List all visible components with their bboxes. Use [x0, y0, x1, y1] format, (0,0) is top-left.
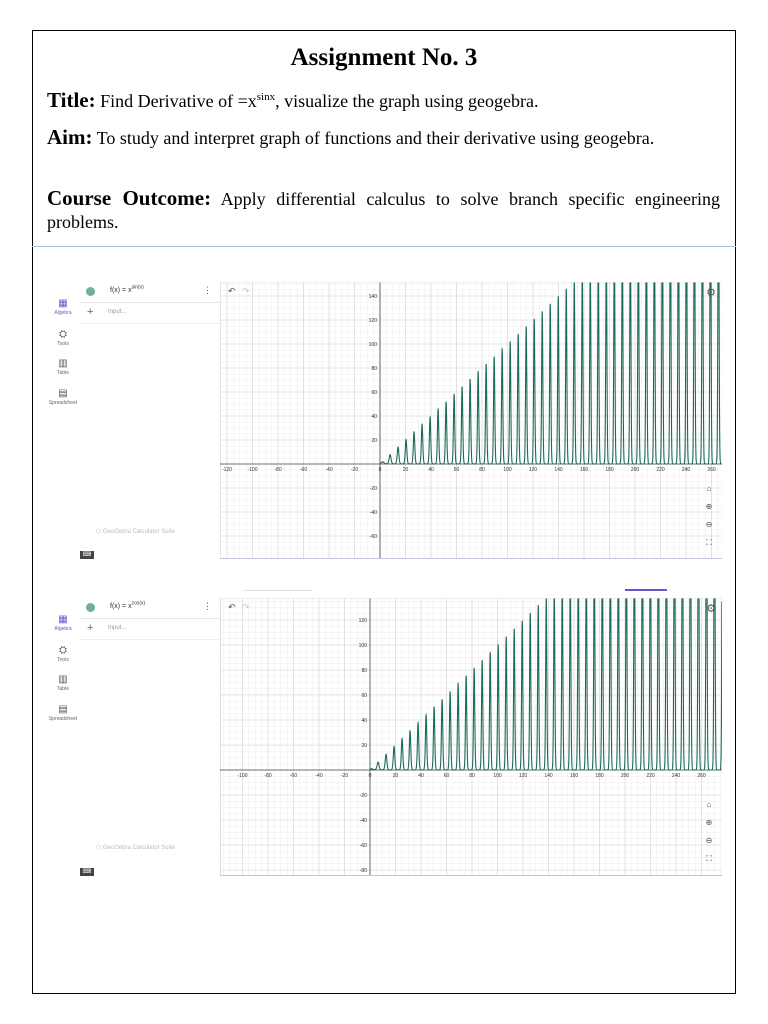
y-tick-label: 20 — [371, 438, 377, 444]
y-tick-label: 60 — [371, 390, 377, 396]
x-tick-label: -60 — [289, 773, 298, 779]
suite-label: ⬠ GeoGebra Calculator Suite — [96, 529, 175, 535]
geogebra-nav — [46, 598, 80, 876]
suite-label: ⬠ GeoGebra Calculator Suite — [96, 845, 175, 851]
tools-icon: ⛭ — [59, 645, 67, 656]
undo-icon[interactable]: ↶ — [228, 286, 236, 296]
x-tick-label: -40 — [325, 467, 333, 473]
title-paragraph — [47, 89, 720, 113]
x-tick-label: 200 — [630, 467, 640, 473]
redo-icon[interactable]: ↷ — [242, 286, 250, 296]
x-tick-label: -60 — [299, 467, 308, 473]
x-tick-label: 0 — [378, 467, 382, 473]
nav-item-label: Spreadsheet — [48, 400, 78, 406]
undo-icon[interactable]: ↶ — [228, 602, 236, 612]
x-tick-label: -40 — [315, 773, 323, 779]
course-outcome-text: Apply differential calculus to solve branch specific engineering problems. — [47, 189, 720, 232]
y-tick-label: 140 — [368, 294, 377, 300]
nav-item-label: Algebra — [54, 626, 72, 632]
x-tick-label: -20 — [340, 773, 349, 779]
settings-gear-icon[interactable]: ⚙ — [706, 287, 716, 299]
aim-paragraph — [47, 126, 720, 150]
zoom-in-icon[interactable]: ⊕ — [705, 818, 713, 827]
geogebra-screenshot-cosx — [46, 598, 722, 876]
minor-grid — [220, 598, 722, 876]
title-text-end: , visualize the graph using geogebra. — [275, 91, 539, 111]
tools-icon: ⛭ — [59, 329, 67, 340]
x-tick-label: 20 — [402, 467, 409, 473]
x-tick-label: 220 — [646, 773, 655, 779]
accent-bar — [625, 589, 667, 591]
function-expression: $f(x) = x^{cos(x)}$ — [110, 600, 146, 610]
geogebra-screenshot-sinx — [46, 282, 722, 559]
x-tick-label: -120 — [221, 467, 233, 473]
x-tick-label: 60 — [453, 467, 460, 473]
geogebra-nav — [46, 282, 80, 559]
nav-item-spreadsheet[interactable] — [46, 704, 80, 722]
x-tick-label: 200 — [620, 773, 630, 779]
y-tick-label: -60 — [369, 534, 377, 540]
x-tick-label: 80 — [479, 467, 485, 473]
x-tick-label: 140 — [554, 467, 563, 473]
x-tick-label: 80 — [469, 773, 475, 779]
graph-plot — [220, 282, 722, 559]
algebra-panel — [80, 598, 221, 876]
course-outcome-label: Course Outcome: — [47, 186, 212, 210]
y-tick-label: 100 — [358, 643, 367, 649]
aim-label: Aim: — [47, 125, 93, 149]
x-tick-label: -20 — [350, 467, 359, 473]
visibility-toggle-icon[interactable] — [86, 603, 95, 612]
more-options-icon[interactable]: ⋮ — [203, 601, 212, 611]
x-tick-label: 100 — [493, 773, 502, 779]
home-icon[interactable]: ⌂ — [706, 484, 712, 493]
title-label: Title: — [47, 88, 96, 112]
x-tick-label: 160 — [579, 467, 589, 473]
function-curve — [380, 282, 721, 464]
x-tick-label: 180 — [595, 773, 604, 779]
aim-text: To study and interpret graph of functions and their derivative using geogebra. — [92, 128, 655, 148]
nav-item-table[interactable] — [46, 358, 80, 376]
title-text: Find Derivative of =x — [95, 91, 257, 111]
nav-item-spreadsheet[interactable] — [46, 388, 80, 406]
nav-item-algebra[interactable] — [46, 614, 80, 632]
x-tick-label: -100 — [247, 467, 258, 473]
fullscreen-icon[interactable]: ⛶ — [706, 854, 712, 863]
visibility-toggle-icon[interactable] — [86, 287, 95, 296]
x-tick-label: -100 — [237, 773, 248, 779]
fullscreen-icon[interactable]: ⛶ — [706, 538, 712, 547]
y-tick-label: 40 — [371, 414, 377, 420]
x-tick-label: 240 — [681, 467, 691, 473]
y-tick-label: -80 — [359, 868, 367, 874]
table-icon: ▥ — [58, 674, 68, 685]
keyboard-icon[interactable]: ⌨ — [80, 551, 94, 559]
nav-item-label: Table — [57, 686, 69, 692]
x-tick-label: 240 — [671, 773, 681, 779]
x-tick-label: 260 — [697, 773, 706, 779]
x-tick-label: 120 — [518, 773, 528, 779]
zoom-out-icon[interactable]: ⊖ — [705, 520, 713, 529]
add-icon[interactable]: + — [87, 306, 94, 318]
x-tick-label: 40 — [428, 467, 434, 473]
course-outcome-paragraph — [47, 187, 720, 234]
nav-item-algebra[interactable] — [46, 298, 80, 316]
nav-item-label: Table — [57, 370, 69, 376]
input-row[interactable] — [80, 619, 220, 640]
y-tick-label: 60 — [361, 693, 367, 699]
keyboard-icon[interactable]: ⌨ — [80, 868, 94, 876]
assignment-heading: Assignment No. 3 — [290, 44, 478, 71]
divider-gray — [243, 590, 313, 591]
x-tick-label: 20 — [392, 773, 399, 779]
y-tick-label: -40 — [359, 818, 367, 824]
more-options-icon[interactable]: ⋮ — [203, 285, 212, 295]
redo-icon[interactable]: ↷ — [242, 602, 250, 612]
x-tick-label: 180 — [605, 467, 614, 473]
nav-item-tools[interactable] — [46, 645, 80, 663]
x-tick-label: 60 — [443, 773, 450, 779]
zoom-out-icon[interactable]: ⊖ — [705, 836, 713, 845]
table-icon: ▥ — [58, 358, 68, 369]
function-row[interactable] — [80, 282, 220, 303]
spreadsheet-icon: ▤ — [58, 704, 68, 715]
graphics-view[interactable] — [220, 282, 722, 559]
function-curve — [370, 598, 722, 770]
x-tick-label: 140 — [544, 773, 553, 779]
y-tick-label: 100 — [368, 342, 377, 348]
y-tick-label: -60 — [359, 843, 367, 849]
nav-item-label: Tools — [57, 657, 69, 663]
x-tick-label: -80 — [264, 773, 272, 779]
algebra-input[interactable]: Input... — [108, 309, 127, 315]
y-tick-label: 20 — [361, 743, 367, 749]
function-row[interactable] — [80, 598, 220, 619]
settings-gear-icon[interactable]: ⚙ — [706, 603, 716, 615]
x-tick-label: 220 — [656, 467, 665, 473]
y-tick-label: 80 — [361, 668, 367, 674]
spreadsheet-icon: ▤ — [58, 388, 68, 399]
add-icon[interactable]: + — [87, 622, 94, 634]
y-tick-label: -20 — [369, 486, 377, 492]
y-tick-label: 120 — [368, 318, 377, 324]
x-tick-label: 40 — [418, 773, 424, 779]
graphics-view[interactable] — [220, 598, 722, 876]
major-grid — [220, 598, 722, 876]
nav-item-label: Spreadsheet — [48, 716, 78, 722]
section-divider — [32, 246, 736, 247]
x-tick-label: 160 — [569, 773, 579, 779]
y-tick-label: 80 — [371, 366, 377, 372]
title-exponent: sinx — [256, 91, 276, 103]
x-tick-label: 0 — [368, 773, 372, 779]
y-tick-label: -40 — [369, 510, 377, 516]
y-tick-label: 40 — [361, 718, 367, 724]
nav-item-table[interactable] — [46, 674, 80, 692]
y-tick-label: 120 — [358, 618, 367, 624]
function-expression: $f(x) = x^{sin(x)}$ — [110, 284, 144, 294]
zoom-in-icon[interactable]: ⊕ — [705, 502, 713, 511]
calculator-icon: ▦ — [58, 298, 68, 309]
algebra-input[interactable]: Input... — [108, 625, 127, 631]
nav-item-label: Algebra — [54, 310, 72, 316]
nav-item-label: Tools — [57, 341, 69, 347]
calculator-icon: ▦ — [58, 614, 68, 625]
graph-plot — [220, 598, 722, 876]
y-tick-label: -20 — [359, 793, 367, 799]
input-row[interactable] — [80, 303, 220, 324]
x-tick-label: -80 — [274, 467, 282, 473]
algebra-panel — [80, 282, 221, 559]
x-tick-label: 260 — [707, 467, 716, 473]
x-tick-label: 120 — [528, 467, 538, 473]
x-tick-label: 100 — [503, 467, 512, 473]
nav-item-tools[interactable] — [46, 329, 80, 347]
home-icon[interactable]: ⌂ — [706, 800, 712, 809]
